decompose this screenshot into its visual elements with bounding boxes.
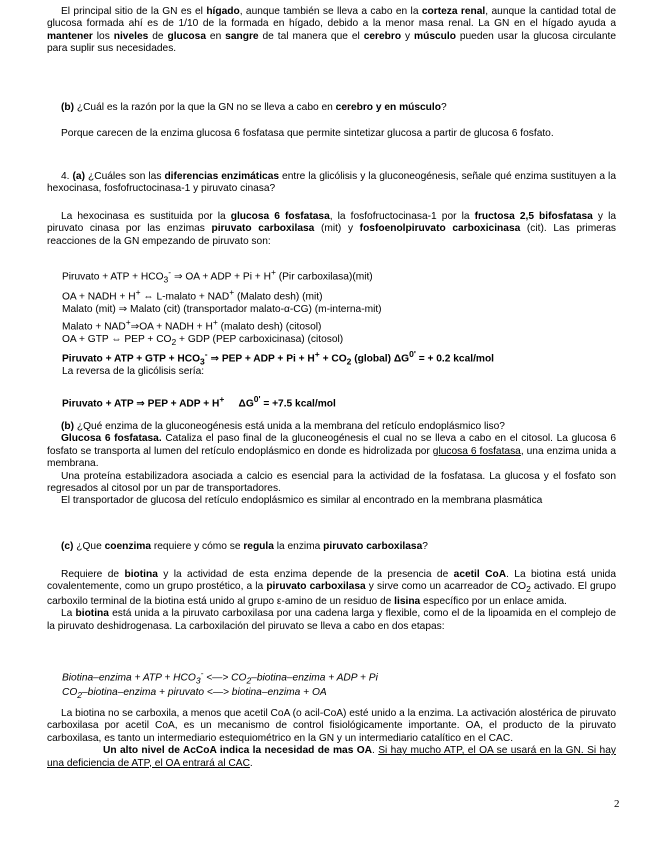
biotin-equations [62, 667, 378, 701]
answer-4a: La hexocinasa es sustituida por la glucosa 6 fosfatasa, la fosfofructocinasa-1 por la fructosa 2,5 bifosfatasa y la piruvato cinasa por las enzimas piruvato carboxilasa (mit) y fosfoenolpiruvato carboxicinasa (cit). Las primeras reacciones de la GN empezando de piruvato son: [47, 211, 616, 247]
page-number: 2 [614, 798, 620, 810]
question-c: (c) ¿Que coenzima requiere y cómo se regula la enzima piruvato carboxilasa? [61, 541, 428, 552]
question-4a: 4. (a) ¿Cuáles son las diferencias enzimáticas entre la glicólisis y la gluconeogénesis, señale qué enzima sustituyen a la hexocinasa, fosfofructocinasa-1 y piruvato cinasa? [47, 171, 616, 195]
reaction-1: Piruvato + ATP + $HCO_3^-$ ⇒ OA + ADP + Pi + H+ (Pir carboxilasa)(mit) [62, 267, 373, 285]
answer-c: Requiere de biotina y la actividad de esta enzima depende de la presencia de acetil CoA. La biotina está unida covalentemente, como un grupo prostético, a la piruvato carboxilasa y sirve como un acarreador de $CO_2$ activado. El grupo carboxilo terminal de la biotina está unido al grupo ε-amino de un residuo de lisina específico por un enlace amida. La biotina está unida a la piruvato carboxilasa por una cadena larga y flexible, como el de la lipoamida en el complejo de la piruvato deshidrogenasa. La carboxilación del piruvato se lleva a cabo en dos etapas: [47, 569, 617, 632]
reaction-5: OA + GTP ⇔ PEP + $CO_2$ + GDP (PEP carboxicinasa) (citosol) [62, 333, 344, 347]
reaction-3: Malato (mit) ⇒ Malato (cit) (transportador malato-α-CG) (m-interna-mit) [62, 303, 382, 315]
reaction-global: Piruvato + ATP + GTP + $HCO_3^-$ ⇒ PEP + ADP + $Pi + H^+ + CO_2$ (global) $\Delta G^{0'}$ = + 0.2 kcal/mol [62, 349, 495, 367]
answer-b: Porque carecen de la enzima glucosa 6 fosfatasa que permite sintetizar glucosa a partir de glucosa 6 fosfato. [61, 128, 554, 139]
reaction-2: OA + NADH + H+ ⇔ L-malato + NAD+ (Malato desh) (mit) [62, 286, 323, 303]
final-paragraph: La biotina no se carboxila, a menos que acetil CoA (o acil-CoA) esté unido a la enzima. La activación alostérica de piruvato carboxilasa por acetil CoA, es un mecanismo de control fisiológicamente importante. OA, el producto de la piruvato carboxilasa, es tanto un intermediario estequiométrico en la GN y un intermediario catalítico en el CAC. Un alto nivel de AcCoA indica la necesidad de mas OA. Si hay mucho ATP, el OA se usará en la GN. Si hay una deficiencia de ATP, el OA entrará al CAC. [47, 708, 616, 769]
reaction-list [62, 266, 602, 368]
intro-paragraph: El principal sitio de la GN es el hígado, aunque también se lleva a cabo en la corteza renal, aunque la cantidad total de glucosa formada ahí es de 1/10 de la formada en hígado, debido a la menor masa renal. La GN en el hígado ayuda a mantener los niveles de glucosa en sangre de tal manera que el cerebro y músculo pueden usar la glucosa circulante para suplir sus necesidades. [47, 6, 616, 55]
biotin-equation-2: $CO_2-biotina$–enzima + piruvato <—> biotina–enzima + OA [62, 686, 327, 700]
reverse-intro: La reversa de la glicólisis sería: [62, 366, 205, 377]
question-b: (b) ¿Cuál es la razón por la que la GN no se lleva a cabo en cerebro y en músculo? [61, 102, 447, 113]
reaction-4: Malato + NAD+⇒OA + NADH + H+ (malato desh) (citosol) [62, 317, 322, 333]
biotin-equation-1: Biotina–enzima + ATP + $HCO_3^-$ <—> $CO_2-biotina$–enzima + ADP + Pi [62, 668, 378, 686]
question-b2: (b) ¿Qué enzima de la gluconeogénesis está unida a la membrana del retículo endoplásmico liso? Glucosa 6 fosfatasa. Cataliza el paso final de la gluconeogénesis el cual no se lleva a cabo en el citosol. La glucosa 6 fosfato se transporta al lumen del retículo endoplásmico en donde es hidrolizada por glucosa 6 fosfatasa, una enzima unida a membrana. Una proteína estabilizadora asociada a calcio es esencial para la actividad de la fosfatasa. La glucosa y el fosfato son regresados al citosol por un par de transportadores. El transportador de glucosa del retículo endoplásmico es similar al encontrado en la membrana plasmática [47, 421, 616, 507]
reverse-reaction: Piruvato + ATP ⇒ PEP + ADP + H+ $\Delta G^{0'} = +7.5$ kcal/mol [62, 394, 336, 410]
